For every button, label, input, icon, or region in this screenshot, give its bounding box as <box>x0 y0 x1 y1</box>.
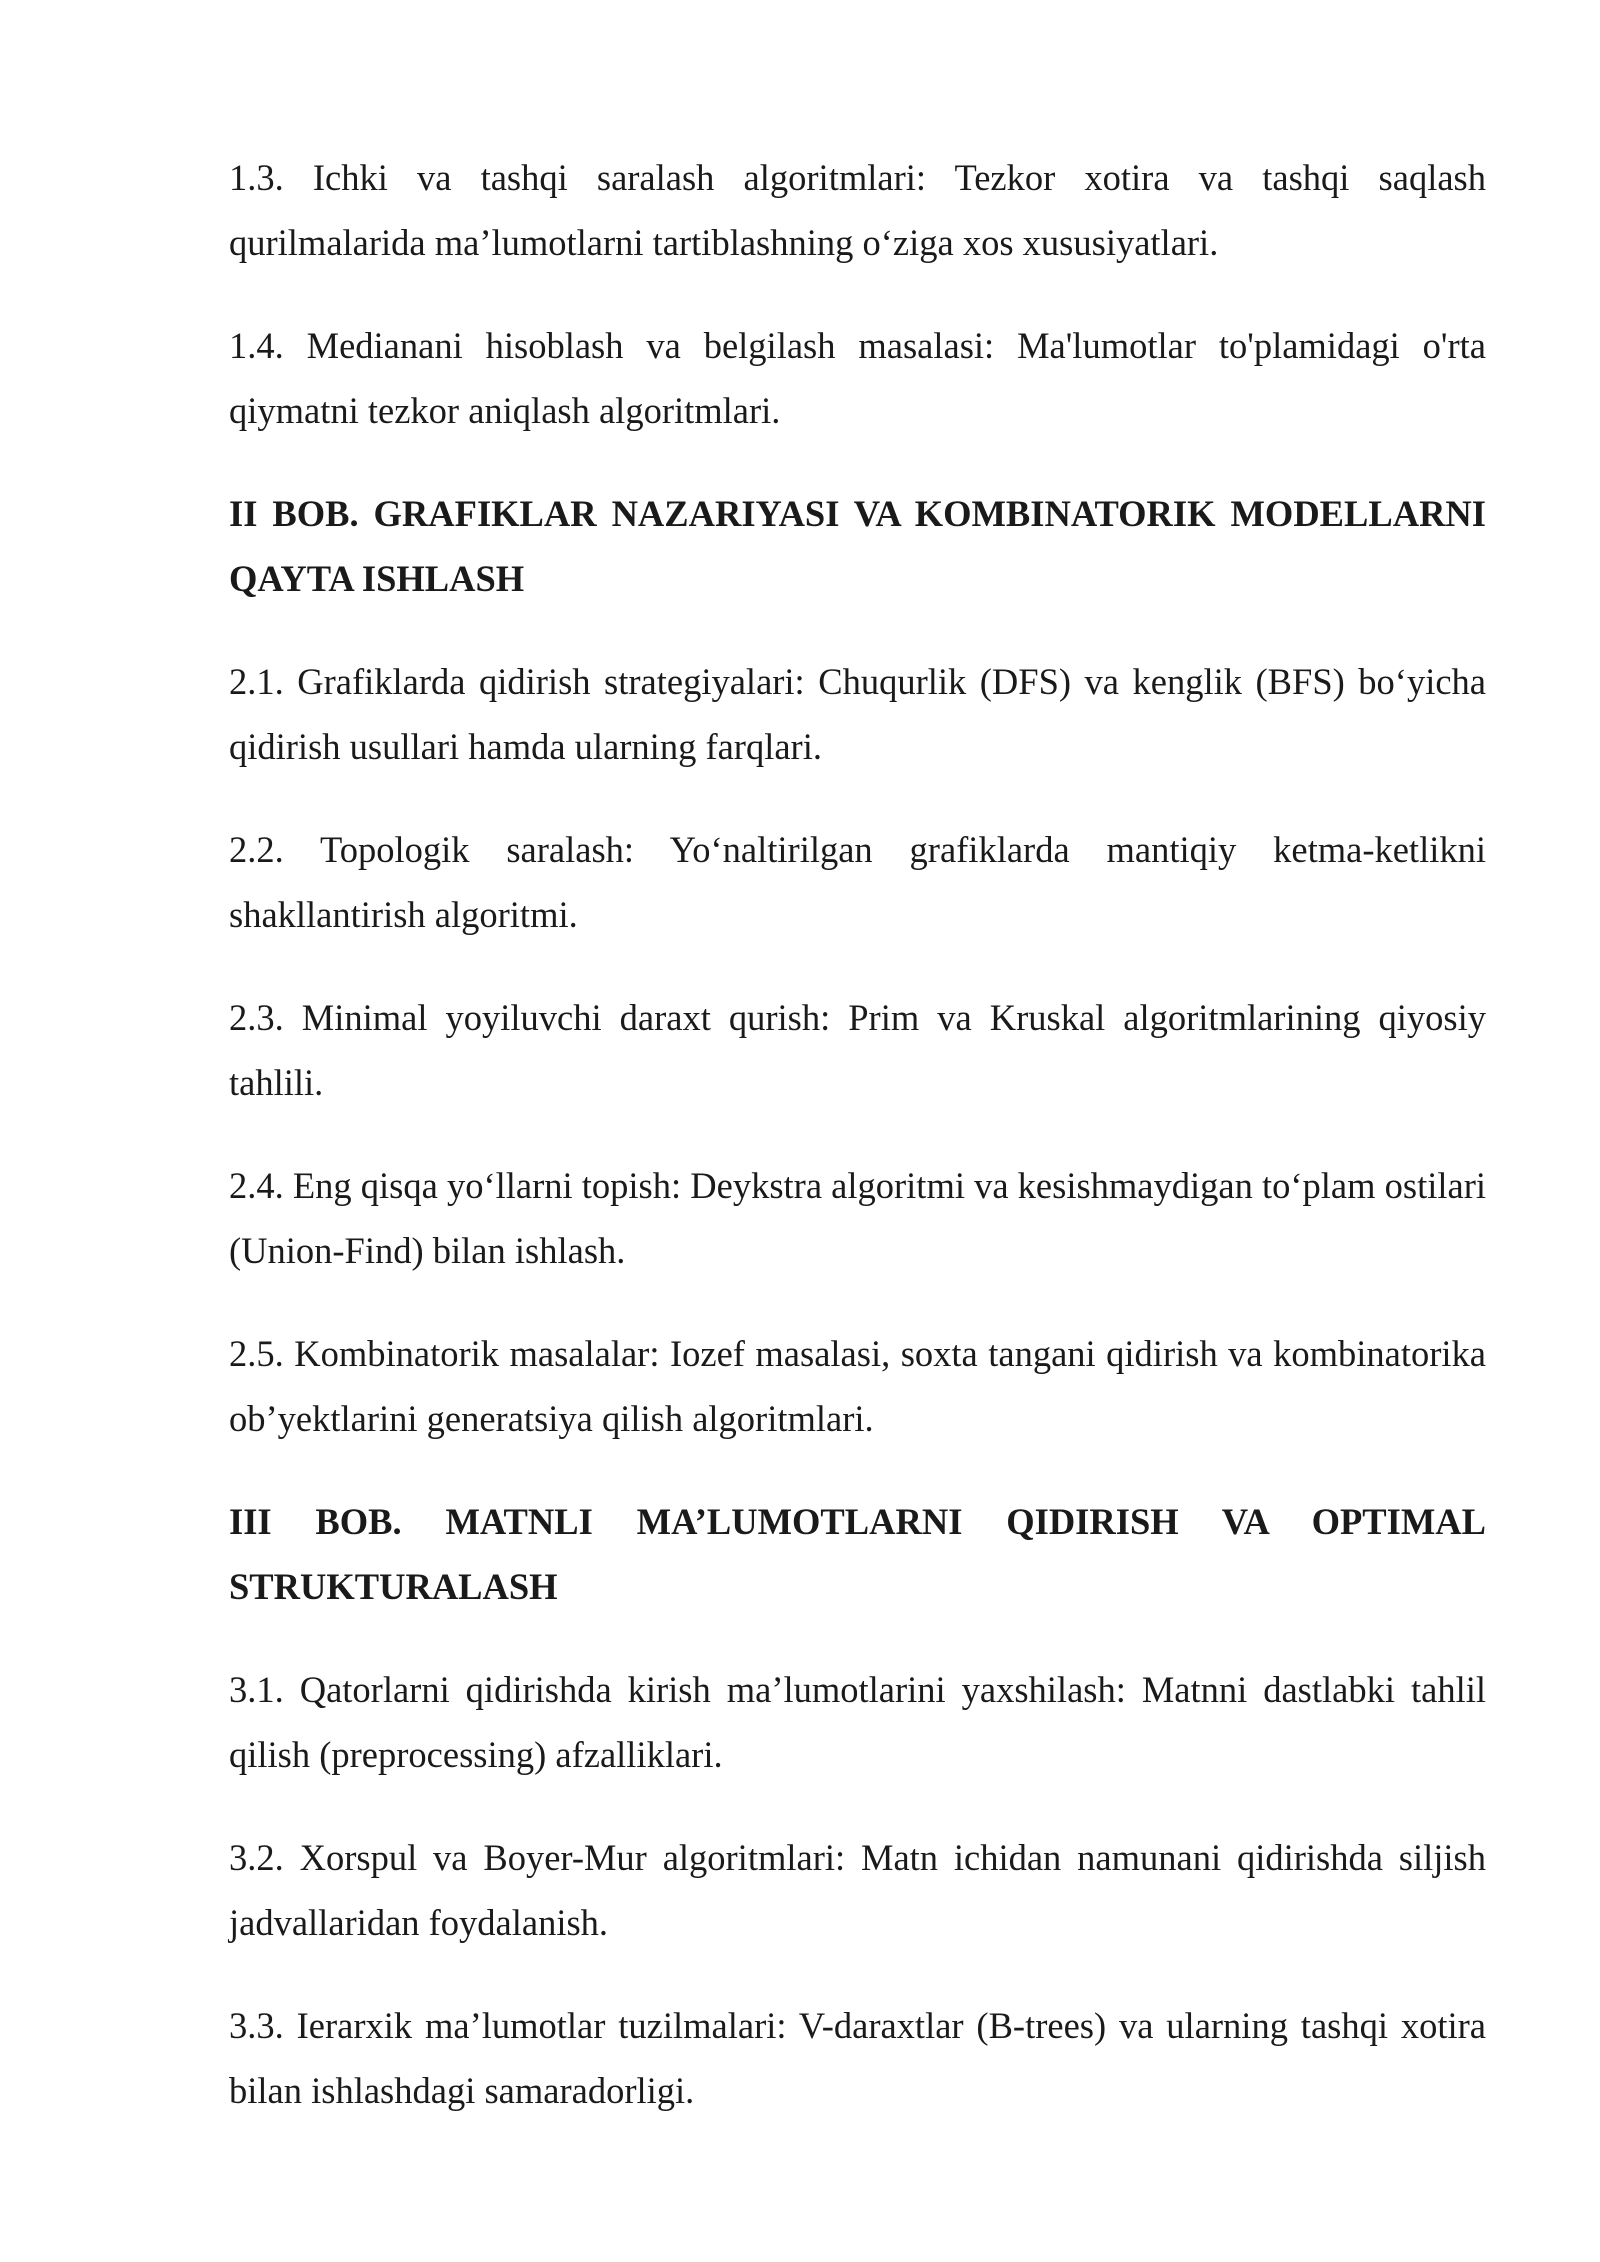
section-item-3-2: 3.2. Xorspul va Boyer-Mur algoritmlari: Matn ichidan namunani qidirishda siljish jadvallaridan foydalanish. <box>229 1837 1486 1943</box>
section-item-2-5: 2.5. Kombinatorik masalalar: Iozef masalasi, soxta tangani qidirish va kombinatorika ob’yektlarini generatsiya qilish algoritmlari. <box>229 1333 1486 1439</box>
section-item-2-2: 2.2. Topologik saralash: Yo‘naltirilgan grafiklarda mantiqiy ketma-ketlikni shakllantirish algoritmi. <box>229 829 1486 935</box>
chapter-heading-2: II BOB. GRAFIKLAR NAZARIYASI VA KOMBINATORIK MODELLARNI QAYTA ISHLASH <box>229 493 1486 599</box>
section-item-2-4: 2.4. Eng qisqa yo‘llarni topish: Deykstra algoritmi va kesishmaydigan to‘plam ostilari (Union-Find) bilan ishlash. <box>229 1165 1487 1271</box>
section-item-1-3: 1.3. Ichki va tashqi saralash algoritmlari: Tezkor xotira va tashqi saqlash qurilmalarida ma’lumotlarni tartiblashning o‘ziga xos xususiyatlari. <box>229 157 1486 263</box>
section-item-2-3: 2.3. Minimal yoyiluvchi daraxt qurish: Prim va Kruskal algoritmlarining qiyosiy tahlili. <box>229 997 1486 1103</box>
section-item-2-1: 2.1. Grafiklarda qidirish strategiyalari: Chuqurlik (DFS) va kenglik (BFS) bo‘yicha qidirish usullari hamda ularning farqlari. <box>229 661 1486 767</box>
section-item-3-3: 3.3. Ierarxik ma’lumotlar tuzilmalari: V-daraxtlar (B-trees) va ularning tashqi xotira bilan ishlashdagi samaradorligi. <box>229 2005 1486 2111</box>
section-item-3-1: 3.1. Qatorlarni qidirishda kirish ma’lumotlarini yaxshilash: Matnni dastlabki tahlil qilish (preprocessing) afzalliklari. <box>229 1669 1486 1775</box>
document-page <box>229 145 1486 2161</box>
chapter-heading-3: III BOB. MATNLI MA’LUMOTLARNI QIDIRISH VA OPTIMAL STRUKTURALASH <box>229 1501 1486 1607</box>
section-item-1-4: 1.4. Medianani hisoblash va belgilash masalasi: Ma'lumotlar to'plamidagi o'rta qiymatni tezkor aniqlash algoritmlari. <box>229 325 1486 431</box>
